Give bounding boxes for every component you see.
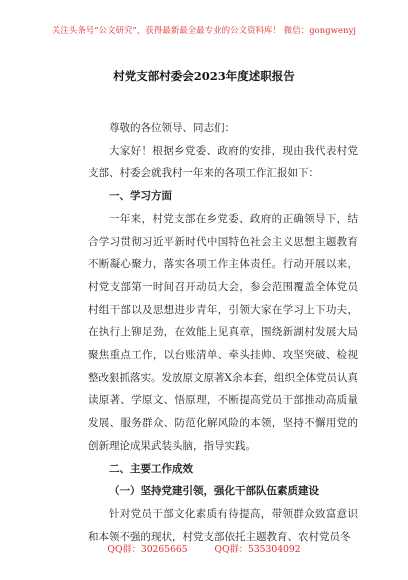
party-building-paragraph: 针对党员干部文化素质有待提高，带领群众致富意识和本领不强的现状，村党支部依托主题教育、农村党员冬 — [88, 507, 358, 543]
study-paragraph: 一年来，村党支部在乡党委、政府的正确领导下，结合学习贯彻习近平新时代中国特色社会主义思想主题教育不断凝心聚力，落实各项工作主体责任。行动开展以来，村党支部第一时间召开动员大会，参会范围覆盖全体党员村组干部以及思想进步青年，引领大家在学习上下功夫，在执行上铆足劲，在效能上见真章，围绕新湖村发展大局聚焦重点工作，以台账清单、牵头挂帅、攻坚突破、检视整改狠抓落实。发放原文原著X余本套，组织全体党员认真读原著、学原文、悟原理，不断提高党员干部推动高质量发展、服务群众、防范化解风险的本领，坚持不懈用党的创新理论成果武装头脑，指导实践。 — [88, 212, 358, 452]
section-heading-study: 一、学习方面 — [109, 190, 172, 203]
document-body — [88, 117, 358, 548]
section-heading-achievements: 二、主要工作成效 — [109, 462, 193, 475]
salutation: 尊敬的各位领导、同志们： — [109, 122, 235, 134]
header-banner: 关注头条号“公文研究”，获得最新最全最专业的公文资料库！ 微信：gongwenyj — [51, 25, 357, 35]
document-title: 村党支部村委会2023年度述职报告 — [113, 69, 295, 83]
footer-qq-group-1: QQ群：30265665 — [107, 544, 188, 555]
subsection-heading-party-building: （一）坚持党建引领，强化干部队伍素质建设 — [109, 485, 319, 498]
footer-contact — [0, 541, 408, 555]
footer-qq-group-2: QQ群：535304092 — [214, 544, 301, 555]
intro-paragraph: 大家好！根据乡党委、政府的安排，现由我代表村党支部、村委会就我村一年来的各项工作汇报如下： — [88, 144, 358, 180]
